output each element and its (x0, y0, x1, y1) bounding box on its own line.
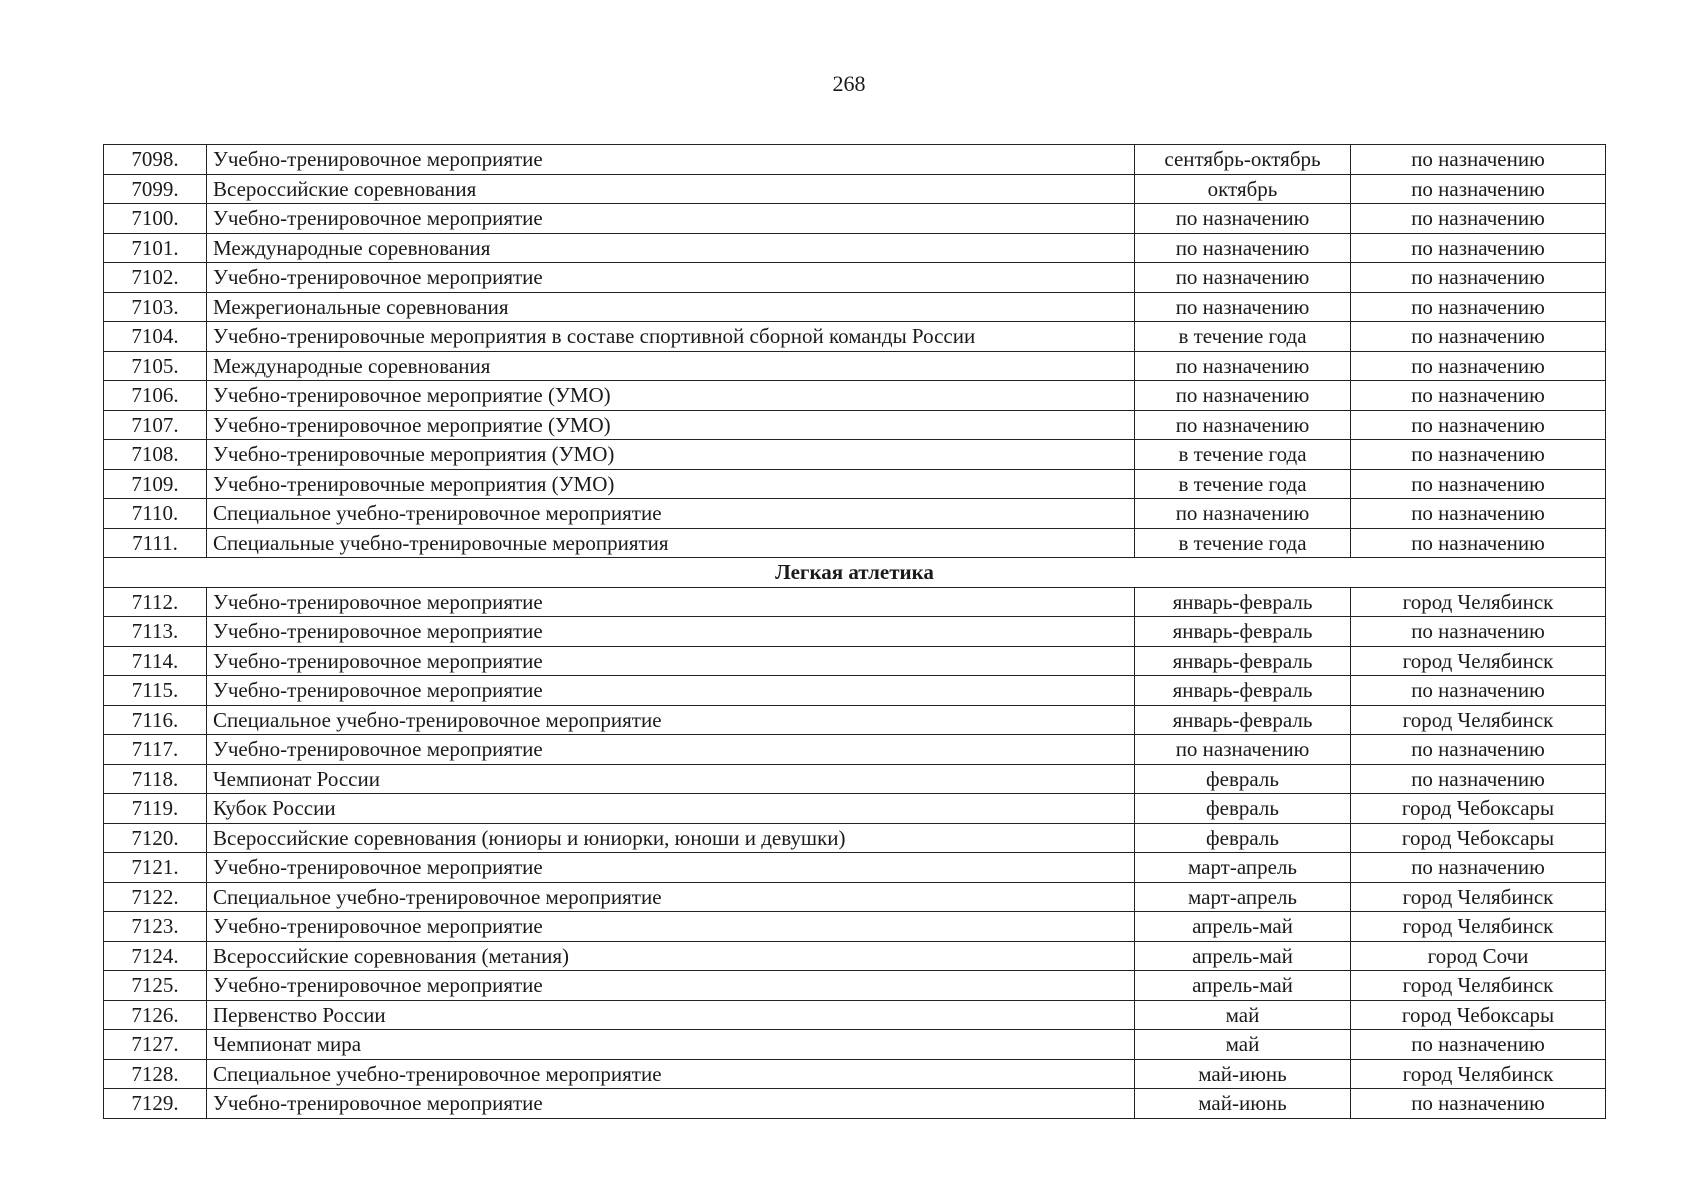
row-number: 7107. (104, 410, 207, 440)
event-place: город Челябинск (1351, 912, 1606, 942)
event-place: по назначению (1351, 469, 1606, 499)
row-number: 7106. (104, 381, 207, 411)
table-row (104, 381, 1606, 411)
event-place: по назначению (1351, 292, 1606, 322)
row-number: 7108. (104, 440, 207, 470)
row-number: 7126. (104, 1000, 207, 1030)
event-date: в течение года (1135, 469, 1351, 499)
table-row (104, 764, 1606, 794)
event-name: Учебно-тренировочное мероприятие (207, 263, 1135, 293)
event-date: октябрь (1135, 174, 1351, 204)
section-header-row (104, 558, 1606, 588)
event-name: Учебно-тренировочное мероприятие (207, 676, 1135, 706)
row-number: 7103. (104, 292, 207, 322)
event-date: январь-февраль (1135, 676, 1351, 706)
event-name: Специальное учебно-тренировочное мероприятие (207, 705, 1135, 735)
event-place: по назначению (1351, 381, 1606, 411)
row-number: 7102. (104, 263, 207, 293)
table-row (104, 440, 1606, 470)
event-date: по назначению (1135, 263, 1351, 293)
event-date: февраль (1135, 764, 1351, 794)
event-place: по назначению (1351, 174, 1606, 204)
event-name: Учебно-тренировочное мероприятие (207, 853, 1135, 883)
event-date: январь-февраль (1135, 617, 1351, 647)
event-date: февраль (1135, 794, 1351, 824)
event-name: Учебно-тренировочные мероприятия (УМО) (207, 440, 1135, 470)
table-row (104, 646, 1606, 676)
table-row (104, 587, 1606, 617)
event-date: по назначению (1135, 735, 1351, 765)
table-row (104, 971, 1606, 1001)
event-date: май (1135, 1000, 1351, 1030)
event-name: Чемпионат России (207, 764, 1135, 794)
row-number: 7111. (104, 528, 207, 558)
event-date: апрель-май (1135, 971, 1351, 1001)
event-place: город Челябинск (1351, 705, 1606, 735)
event-place: по назначению (1351, 204, 1606, 234)
event-name: Учебно-тренировочное мероприятие (207, 204, 1135, 234)
event-name: Учебно-тренировочное мероприятие (207, 1089, 1135, 1119)
event-date: февраль (1135, 823, 1351, 853)
event-date: май-июнь (1135, 1059, 1351, 1089)
event-name: Учебно-тренировочные мероприятия (УМО) (207, 469, 1135, 499)
table-body-part2 (104, 587, 1606, 1118)
event-name: Учебно-тренировочное мероприятие (207, 587, 1135, 617)
event-name: Учебно-тренировочное мероприятие (207, 646, 1135, 676)
table-row (104, 912, 1606, 942)
event-date: по назначению (1135, 233, 1351, 263)
event-name: Учебно-тренировочное мероприятие (207, 735, 1135, 765)
event-name: Учебно-тренировочное мероприятие (207, 912, 1135, 942)
event-name: Учебно-тренировочное мероприятие (207, 971, 1135, 1001)
row-number: 7104. (104, 322, 207, 352)
event-place: город Челябинск (1351, 971, 1606, 1001)
event-name: Учебно-тренировочное мероприятие (УМО) (207, 381, 1135, 411)
event-place: по назначению (1351, 499, 1606, 529)
event-name: Всероссийские соревнования (юниоры и юниорки, юноши и девушки) (207, 823, 1135, 853)
event-place: по назначению (1351, 528, 1606, 558)
event-name: Всероссийские соревнования (207, 174, 1135, 204)
event-place: город Чебоксары (1351, 823, 1606, 853)
event-place: по назначению (1351, 233, 1606, 263)
row-number: 7129. (104, 1089, 207, 1119)
row-number: 7122. (104, 882, 207, 912)
event-place: по назначению (1351, 410, 1606, 440)
event-place: по назначению (1351, 853, 1606, 883)
event-date: в течение года (1135, 528, 1351, 558)
event-date: сентябрь-октябрь (1135, 145, 1351, 175)
event-place: город Чебоксары (1351, 794, 1606, 824)
table-row (104, 292, 1606, 322)
event-name: Кубок России (207, 794, 1135, 824)
table-row (104, 1000, 1606, 1030)
table-row (104, 322, 1606, 352)
table-row (104, 263, 1606, 293)
row-number: 7105. (104, 351, 207, 381)
event-place: город Челябинск (1351, 1059, 1606, 1089)
row-number: 7100. (104, 204, 207, 234)
event-date: в течение года (1135, 440, 1351, 470)
event-date: январь-февраль (1135, 646, 1351, 676)
event-place: город Челябинск (1351, 646, 1606, 676)
event-name: Международные соревнования (207, 351, 1135, 381)
event-date: апрель-май (1135, 912, 1351, 942)
event-name: Учебно-тренировочное мероприятие (207, 145, 1135, 175)
table-row (104, 705, 1606, 735)
row-number: 7120. (104, 823, 207, 853)
event-name: Специальное учебно-тренировочное мероприятие (207, 1059, 1135, 1089)
events-table (103, 144, 1606, 1119)
table-row (104, 1089, 1606, 1119)
event-place: город Челябинск (1351, 882, 1606, 912)
event-place: по назначению (1351, 735, 1606, 765)
event-name: Учебно-тренировочное мероприятие (УМО) (207, 410, 1135, 440)
row-number: 7099. (104, 174, 207, 204)
row-number: 7098. (104, 145, 207, 175)
row-number: 7125. (104, 971, 207, 1001)
event-date: январь-февраль (1135, 705, 1351, 735)
event-place: город Чебоксары (1351, 1000, 1606, 1030)
event-date: по назначению (1135, 204, 1351, 234)
table-row (104, 794, 1606, 824)
event-date: январь-февраль (1135, 587, 1351, 617)
event-name: Международные соревнования (207, 233, 1135, 263)
event-place: город Сочи (1351, 941, 1606, 971)
table-row (104, 528, 1606, 558)
event-place: по назначению (1351, 351, 1606, 381)
event-date: май-июнь (1135, 1089, 1351, 1119)
table-row (104, 351, 1606, 381)
event-name: Межрегиональные соревнования (207, 292, 1135, 322)
table-row (104, 735, 1606, 765)
row-number: 7109. (104, 469, 207, 499)
event-place: по назначению (1351, 322, 1606, 352)
table-row (104, 499, 1606, 529)
event-place: город Челябинск (1351, 587, 1606, 617)
table-row (104, 233, 1606, 263)
event-date: март-апрель (1135, 853, 1351, 883)
table-row (104, 941, 1606, 971)
row-number: 7115. (104, 676, 207, 706)
row-number: 7123. (104, 912, 207, 942)
table-row (104, 823, 1606, 853)
event-name: Чемпионат мира (207, 1030, 1135, 1060)
row-number: 7113. (104, 617, 207, 647)
event-name: Первенство России (207, 1000, 1135, 1030)
row-number: 7118. (104, 764, 207, 794)
event-place: по назначению (1351, 440, 1606, 470)
section-header-group (104, 558, 1606, 588)
table-row (104, 204, 1606, 234)
table-row (104, 882, 1606, 912)
row-number: 7128. (104, 1059, 207, 1089)
row-number: 7117. (104, 735, 207, 765)
row-number: 7119. (104, 794, 207, 824)
event-date: май (1135, 1030, 1351, 1060)
table-row (104, 410, 1606, 440)
event-date: по назначению (1135, 499, 1351, 529)
table-row (104, 1059, 1606, 1089)
event-date: по назначению (1135, 351, 1351, 381)
row-number: 7112. (104, 587, 207, 617)
event-date: по назначению (1135, 381, 1351, 411)
event-name: Специальные учебно-тренировочные мероприятия (207, 528, 1135, 558)
row-number: 7101. (104, 233, 207, 263)
section-title: Легкая атлетика (104, 558, 1606, 588)
event-date: по назначению (1135, 292, 1351, 322)
event-place: по назначению (1351, 1030, 1606, 1060)
table-row (104, 145, 1606, 175)
event-date: апрель-май (1135, 941, 1351, 971)
event-name: Специальное учебно-тренировочное мероприятие (207, 499, 1135, 529)
event-name: Учебно-тренировочное мероприятие (207, 617, 1135, 647)
event-name: Учебно-тренировочные мероприятия в составе спортивной сборной команды России (207, 322, 1135, 352)
event-date: март-апрель (1135, 882, 1351, 912)
table-row (104, 469, 1606, 499)
event-place: по назначению (1351, 676, 1606, 706)
row-number: 7121. (104, 853, 207, 883)
row-number: 7110. (104, 499, 207, 529)
event-place: по назначению (1351, 764, 1606, 794)
table-row (104, 676, 1606, 706)
table-body-part1 (104, 145, 1606, 558)
row-number: 7127. (104, 1030, 207, 1060)
row-number: 7124. (104, 941, 207, 971)
table-row (104, 174, 1606, 204)
event-date: по назначению (1135, 410, 1351, 440)
event-place: по назначению (1351, 263, 1606, 293)
row-number: 7114. (104, 646, 207, 676)
event-name: Всероссийские соревнования (метания) (207, 941, 1135, 971)
event-name: Специальное учебно-тренировочное мероприятие (207, 882, 1135, 912)
event-place: по назначению (1351, 145, 1606, 175)
event-place: по назначению (1351, 1089, 1606, 1119)
page-number: 268 (832, 71, 866, 96)
table-row (104, 1030, 1606, 1060)
table-row (104, 617, 1606, 647)
row-number: 7116. (104, 705, 207, 735)
event-date: в течение года (1135, 322, 1351, 352)
table-row (104, 853, 1606, 883)
event-place: по назначению (1351, 617, 1606, 647)
